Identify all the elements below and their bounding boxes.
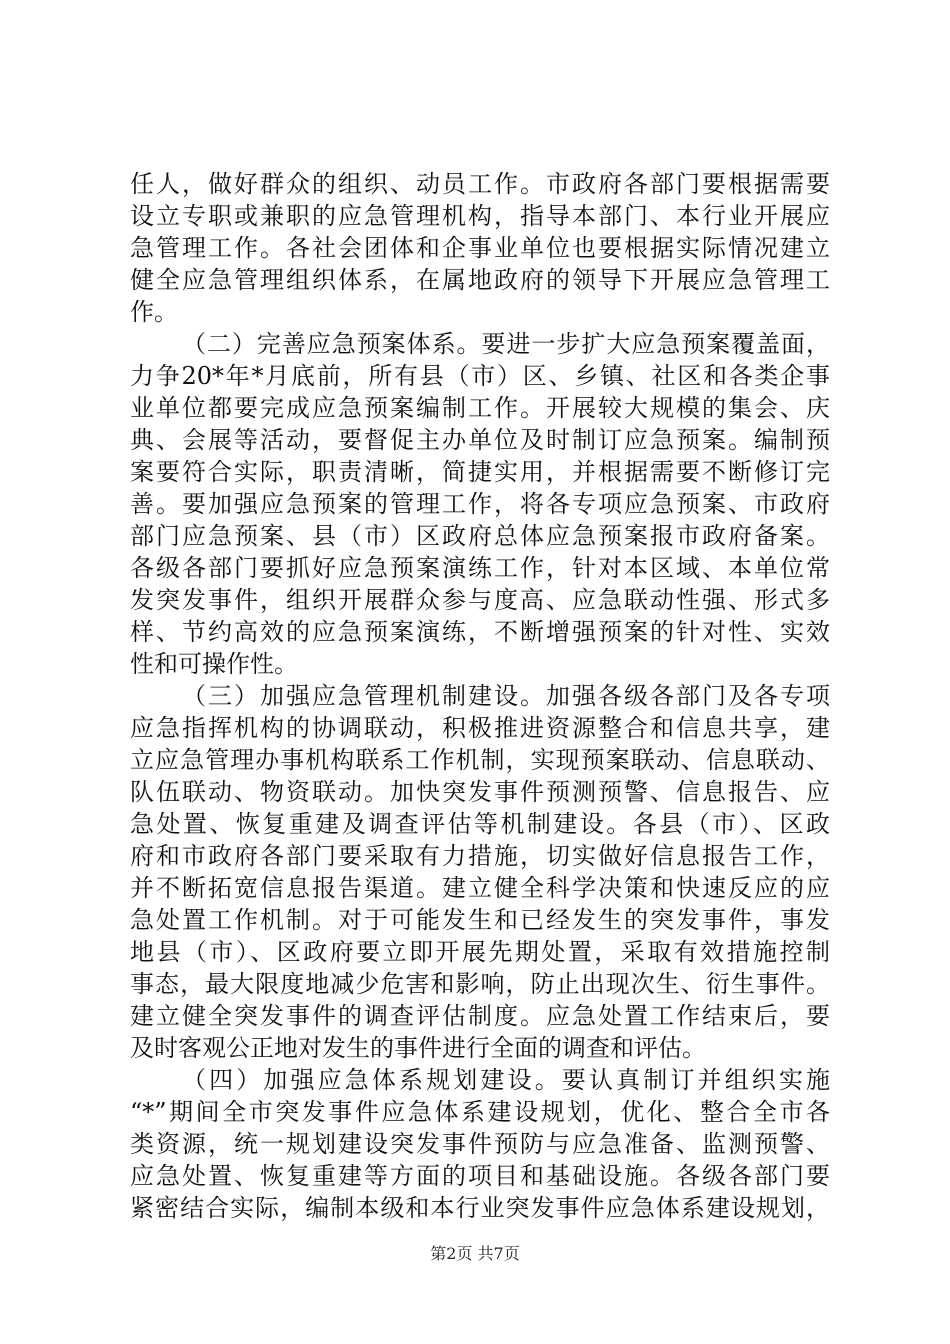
text-line: 力争20*年*月底前，所有县（市）区、乡镇、社区和各类企事 bbox=[130, 362, 830, 390]
text-line: 部门应急预案、县（市）区政府总体应急预案报市政府备案。 bbox=[130, 522, 830, 550]
text-line: 案要符合实际，职责清晰，简捷实用，并根据需要不断修订完 bbox=[130, 458, 830, 486]
text-line: 性和可操作性。 bbox=[130, 650, 298, 678]
text-line: “*”期间全市突发事件应急体系建设规划，优化、整合全市各 bbox=[130, 1098, 830, 1126]
text-line: 善。要加强应急预案的管理工作，将各专项应急预案、市政府 bbox=[130, 490, 830, 518]
text-line: 应急处置、恢复重建等方面的项目和基础设施。各级各部门要 bbox=[130, 1162, 830, 1190]
text-line: 类资源，统一规划建设突发事件预防与应急准备、监测预警、 bbox=[130, 1130, 830, 1158]
page-footer: 第2页 共7页 bbox=[430, 1244, 520, 1263]
text-line: 设立专职或兼职的应急管理机构，指导本部门、本行业开展应 bbox=[130, 202, 830, 230]
text-line: 地县（市）、区政府要立即开展先期处置，采取有效措施控制 bbox=[130, 938, 830, 966]
text-line: 典、会展等活动，要督促主办单位及时制订应急预案。编制预 bbox=[130, 426, 830, 454]
text-line: 队伍联动、物资联动。加快突发事件预测预警、信息报告、应 bbox=[130, 778, 830, 806]
text-line: 各级各部门要抓好应急预案演练工作，针对本区域、本单位常 bbox=[130, 554, 830, 582]
text-line: 紧密结合实际，编制本级和本行业突发事件应急体系建设规划， bbox=[130, 1194, 830, 1222]
text-line: 应急指挥机构的协调联动，积极推进资源整合和信息共享，建 bbox=[130, 714, 830, 742]
text-line: 健全应急管理组织体系，在属地政府的领导下开展应急管理工 bbox=[130, 266, 830, 294]
text-line: （三）加强应急管理机制建设。加强各级各部门及各专项 bbox=[182, 682, 830, 710]
text-line: 样、节约高效的应急预案演练，不断增强预案的针对性、实效 bbox=[130, 618, 830, 646]
body-text bbox=[130, 168, 830, 1224]
text-line: 急处置、恢复重建及调查评估等机制建设。各县（市）、区政 bbox=[130, 810, 830, 838]
text-line: 任人，做好群众的组织、动员工作。市政府各部门要根据需要 bbox=[130, 170, 830, 198]
text-line: 事态，最大限度地减少危害和影响，防止出现次生、衍生事件。 bbox=[130, 970, 830, 998]
text-line: 及时客观公正地对发生的事件进行全面的调查和评估。 bbox=[130, 1034, 706, 1062]
text-line: 业单位都要完成应急预案编制工作。开展较大规模的集会、庆 bbox=[130, 394, 830, 422]
text-line: 府和市政府各部门要采取有力措施，切实做好信息报告工作， bbox=[130, 842, 830, 870]
text-line: 急管理工作。各社会团体和企事业单位也要根据实际情况建立 bbox=[130, 234, 830, 262]
text-line: （四）加强应急体系规划建设。要认真制订并组织实施 bbox=[182, 1066, 830, 1094]
text-line: 急处置工作机制。对于可能发生和已经发生的突发事件，事发 bbox=[130, 906, 830, 934]
text-line: （二）完善应急预案体系。要进一步扩大应急预案覆盖面， bbox=[182, 330, 830, 358]
text-line: 立应急管理办事机构联系工作机制，实现预案联动、信息联动、 bbox=[130, 746, 830, 774]
text-line: 并不断拓宽信息报告渠道。建立健全科学决策和快速反应的应 bbox=[130, 874, 830, 902]
text-line: 作。 bbox=[130, 298, 178, 326]
text-line: 发突发事件，组织开展群众参与度高、应急联动性强、形式多 bbox=[130, 586, 830, 614]
text-line: 建立健全突发事件的调查评估制度。应急处置工作结束后，要 bbox=[130, 1002, 830, 1030]
